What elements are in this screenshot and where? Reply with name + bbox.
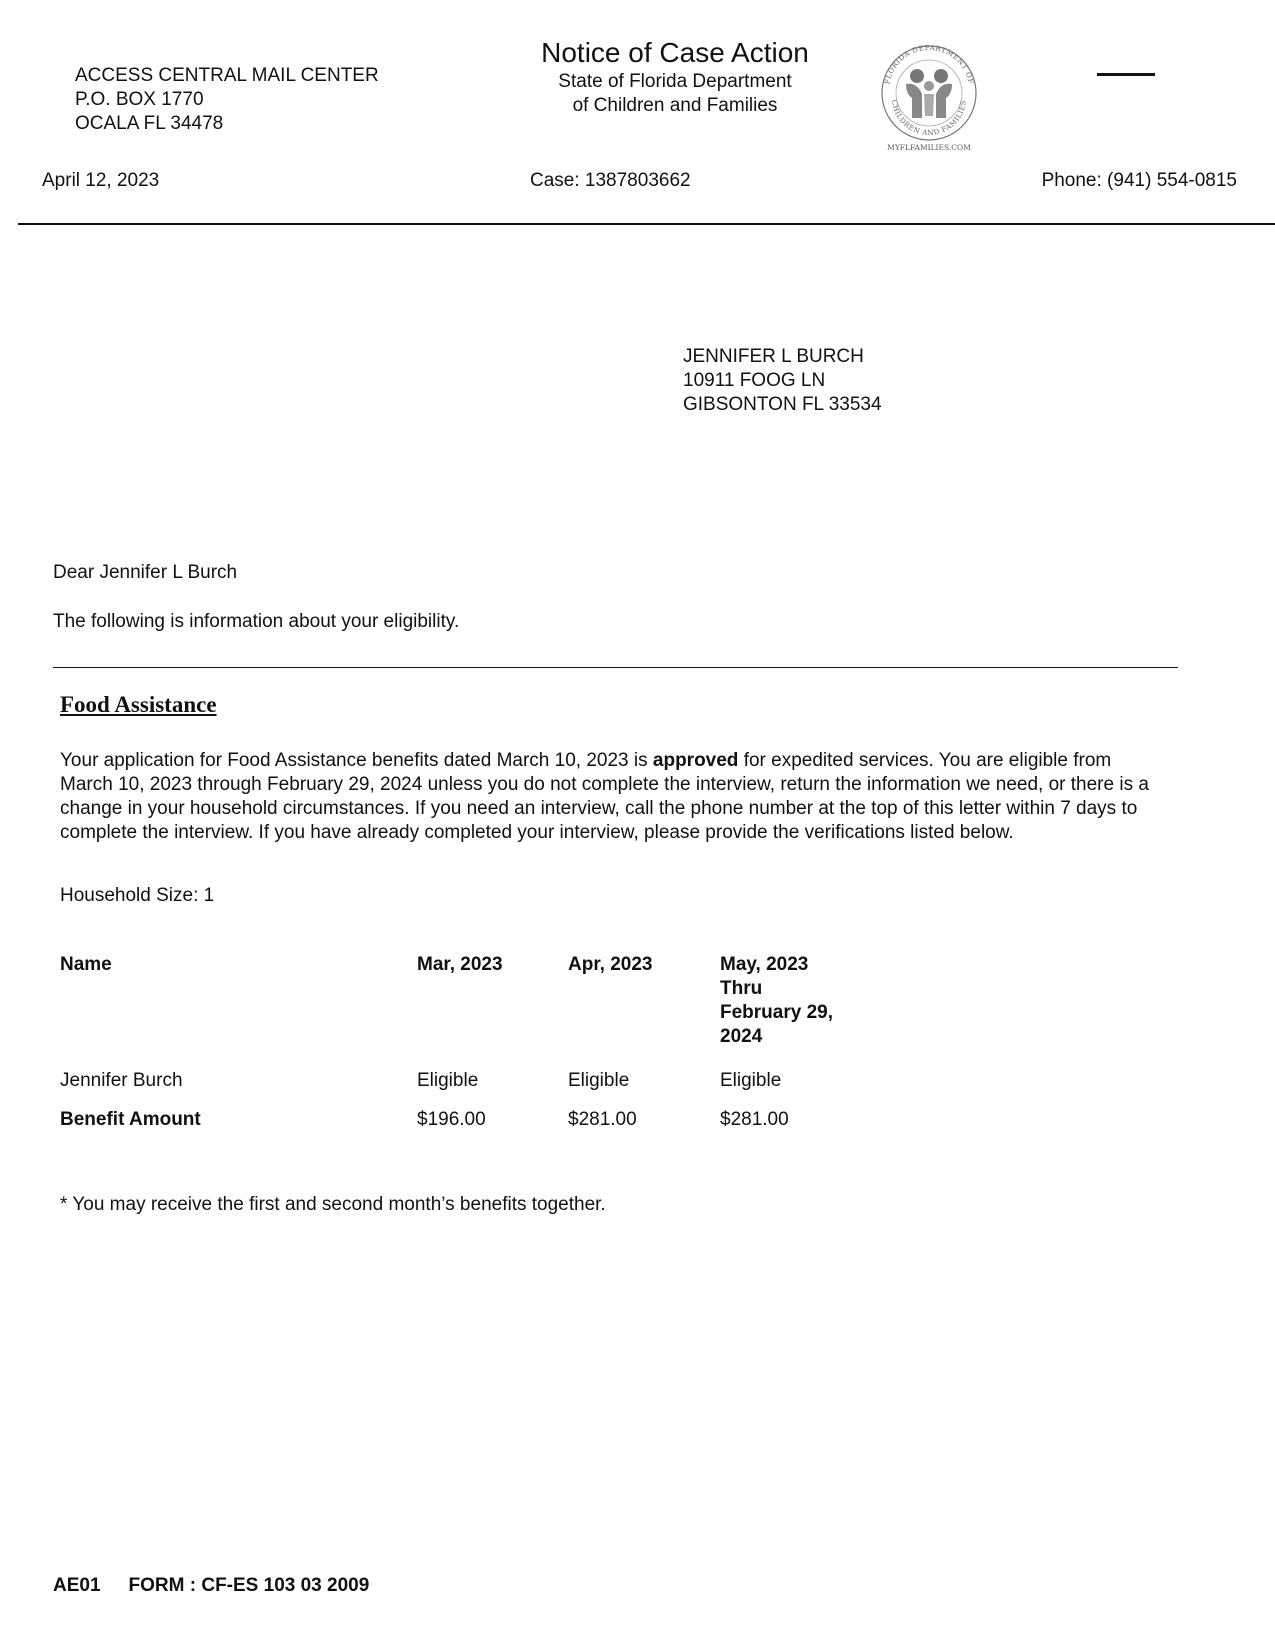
greeting: Dear Jennifer L Burch bbox=[53, 562, 238, 583]
table-cell: $281.00 bbox=[720, 1109, 789, 1130]
form-footer bbox=[53, 1574, 397, 1598]
footer-code: AE01 bbox=[53, 1575, 101, 1596]
eligibility-paragraph bbox=[60, 749, 1150, 845]
section-divider bbox=[53, 667, 1178, 668]
table-cell: Jennifer Burch bbox=[60, 1070, 183, 1091]
table-cell: Eligible bbox=[720, 1070, 782, 1091]
table-cell: Eligible bbox=[568, 1070, 630, 1091]
footnote: * You may receive the first and second month’s benefits together. bbox=[60, 1194, 606, 1215]
footer-form: FORM : CF-ES 103 03 2009 bbox=[128, 1575, 370, 1596]
recipient-address bbox=[683, 345, 882, 417]
table-header-cell: Name bbox=[60, 954, 112, 975]
para-text-b: for expedited services. You are eligible from March 10, 2023 through February 29, 2024 unless you do not complete the interview, return the information we need, or there is a change in your household circumstances. If you need an interview, call the phone number at the top of this letter within 7 days to complete the interview. If you have already completed your interview, please provide the verifications listed below. bbox=[60, 750, 1149, 843]
header-divider bbox=[18, 223, 1275, 225]
table-header-cell: May, 2023 Thru February 29, 2024 bbox=[720, 954, 833, 1047]
sender-line-3: OCALA FL 34478 bbox=[75, 113, 224, 134]
table-row bbox=[60, 1069, 960, 1108]
sender-address bbox=[75, 64, 379, 136]
table-header-cell: Mar, 2023 bbox=[417, 954, 503, 975]
table-cell: Eligible bbox=[417, 1070, 479, 1091]
table-cell: Benefit Amount bbox=[60, 1109, 201, 1130]
svg-text:MYFLFAMILIES.COM: MYFLFAMILIES.COM bbox=[887, 143, 971, 152]
header-dash bbox=[1097, 73, 1155, 76]
sender-line-2: P.O. BOX 1770 bbox=[75, 89, 204, 110]
sender-line-1: ACCESS CENTRAL MAIL CENTER bbox=[75, 65, 379, 86]
section-title: Food Assistance bbox=[60, 692, 217, 717]
table-cell: $281.00 bbox=[568, 1109, 637, 1130]
para-text-a: Your application for Food Assistance benefits dated March 10, 2023 is bbox=[60, 750, 653, 771]
table-row bbox=[60, 1108, 960, 1132]
case-number: Case: 1387803662 bbox=[530, 170, 691, 191]
svg-text:CHILDREN AND FAMILIES: CHILDREN AND FAMILIES bbox=[889, 99, 969, 138]
table-cell: $196.00 bbox=[417, 1109, 486, 1130]
benefit-table bbox=[60, 953, 960, 1132]
dcf-seal-logo bbox=[870, 36, 988, 154]
table-header-row bbox=[60, 953, 960, 1069]
recipient-name: JENNIFER L BURCH bbox=[683, 346, 864, 367]
notice-title: Notice of Case Action bbox=[541, 37, 809, 68]
agency-line-2: of Children and Families bbox=[572, 95, 778, 116]
recipient-street: 10911 FOOG LN bbox=[683, 370, 826, 391]
phone-number: Phone: (941) 554-0815 bbox=[1041, 170, 1237, 191]
agency-line-1: State of Florida Department bbox=[558, 71, 792, 92]
recipient-city: GIBSONTON FL 33534 bbox=[683, 394, 882, 415]
para-approved: approved bbox=[652, 750, 739, 771]
notice-date: April 12, 2023 bbox=[42, 170, 160, 191]
intro-text: The following is information about your eligibility. bbox=[53, 611, 460, 632]
notice-title-block bbox=[500, 36, 850, 118]
table-header-cell: Apr, 2023 bbox=[568, 954, 653, 975]
svg-text:FLORIDA DEPARTMENT OF: FLORIDA DEPARTMENT OF bbox=[883, 43, 975, 85]
household-size: Household Size: 1 bbox=[60, 885, 215, 906]
